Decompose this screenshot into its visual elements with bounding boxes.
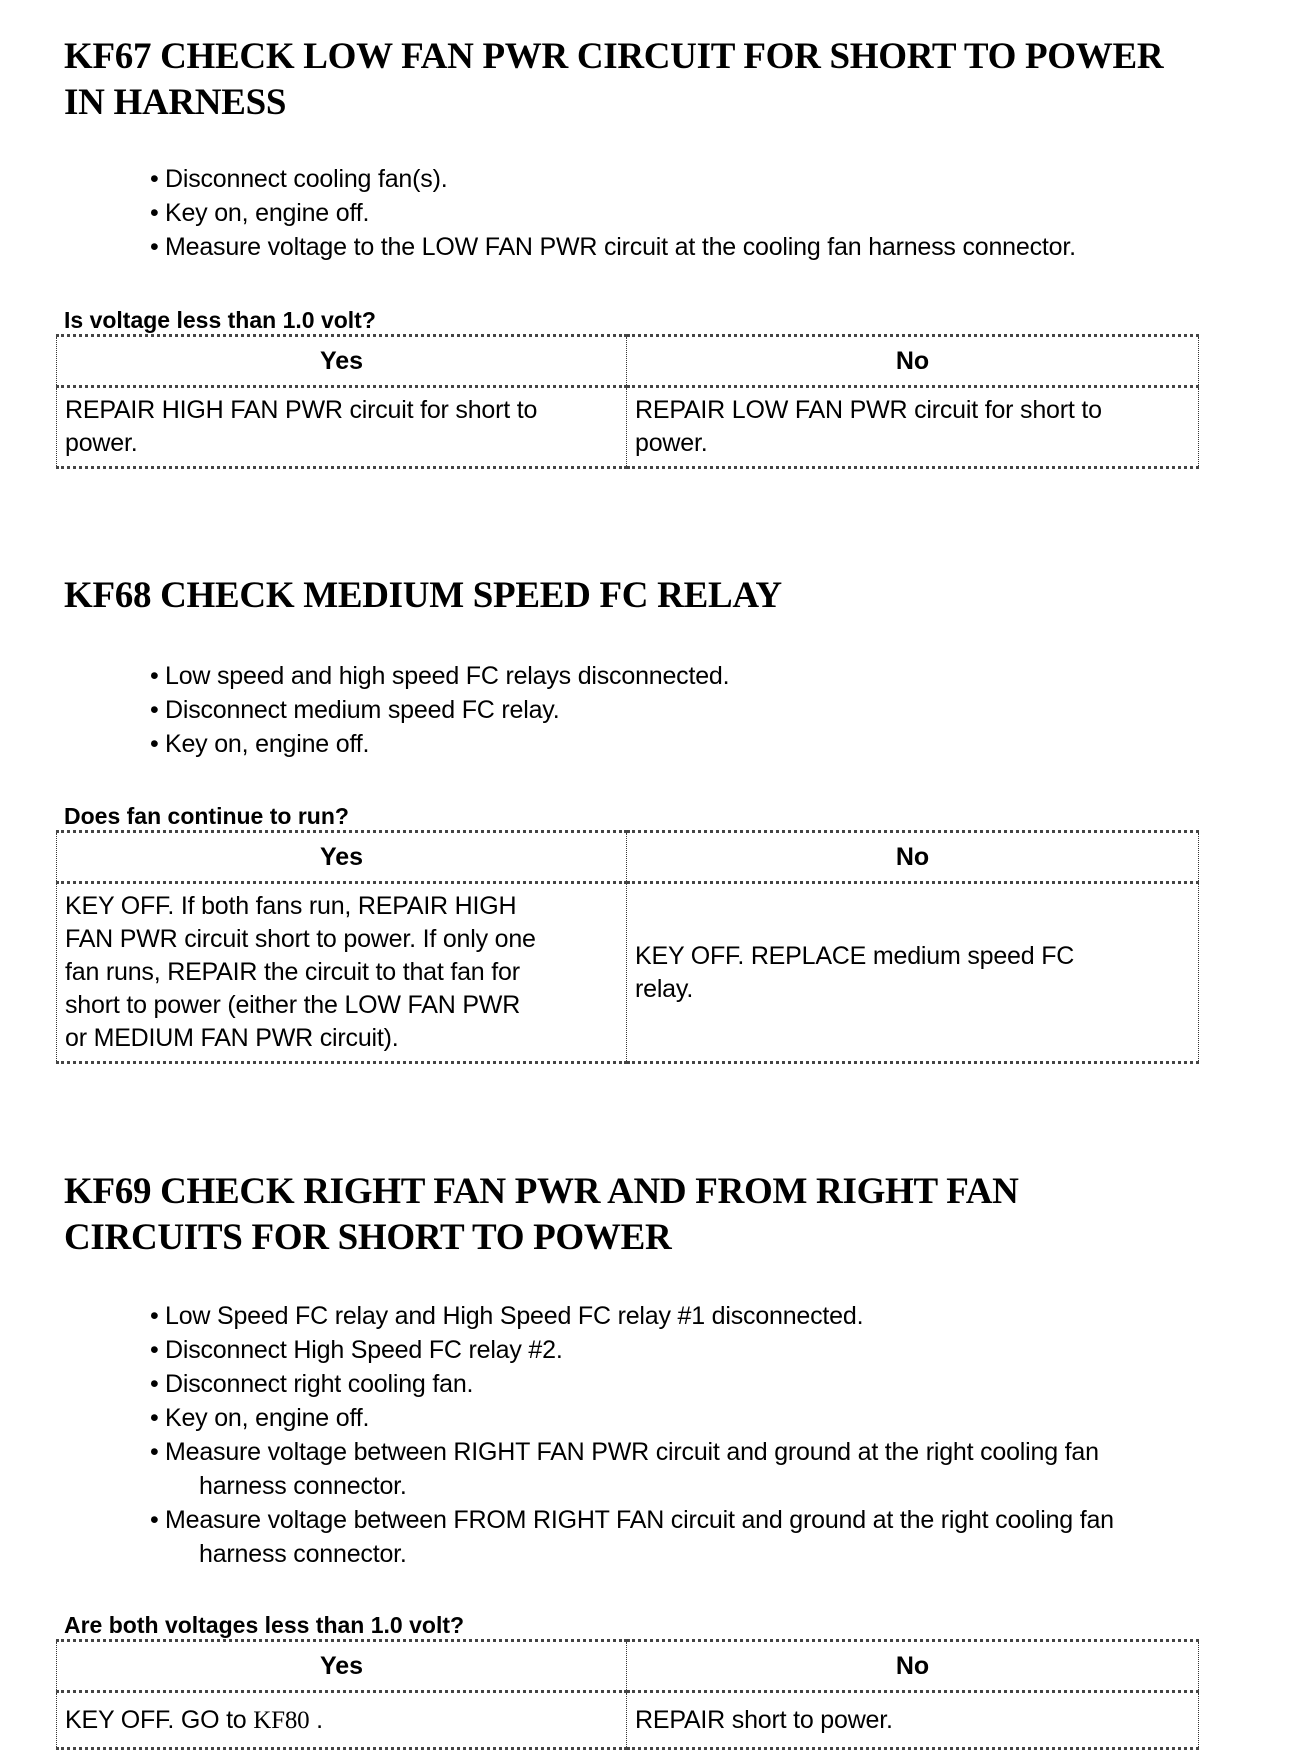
heading-line: CIRCUITS FOR SHORT TO POWER — [64, 1217, 672, 1258]
decision-table — [56, 1639, 1199, 1750]
decision-question: Does fan continue to run? — [64, 803, 349, 829]
header-yes: Yes — [57, 336, 627, 387]
section-heading — [64, 573, 1284, 619]
section-heading — [64, 34, 1284, 126]
decision-question: Is voltage less than 1.0 volt? — [64, 307, 376, 333]
bullet-icon: • — [150, 1506, 159, 1534]
list-item: • Disconnect cooling fan(s). — [150, 162, 1270, 196]
table-row — [57, 883, 1199, 1063]
header-yes: Yes — [57, 832, 627, 883]
decision-table — [56, 830, 1199, 1064]
header-no: No — [627, 832, 1199, 883]
bullet-icon: • — [150, 730, 159, 758]
table-header-row — [57, 1641, 1199, 1692]
list-item: • Key on, engine off. — [150, 196, 1270, 230]
list-item: • Measure voltage between RIGHT FAN PWR circuit and ground at the right cooling fan harness connector. — [150, 1435, 1270, 1503]
decision-question: Are both voltages less than 1.0 volt? — [64, 1612, 465, 1638]
section-heading — [64, 1169, 1284, 1261]
heading-line: KF68 CHECK MEDIUM SPEED FC RELAY — [64, 575, 782, 616]
heading-line: IN HARNESS — [64, 82, 287, 123]
list-item: • Disconnect High Speed FC relay #2. — [150, 1333, 1270, 1367]
list-item: • Disconnect medium speed FC relay. — [150, 693, 1270, 727]
bullet-icon: • — [150, 165, 159, 193]
cell-no: REPAIR LOW FAN PWR circuit for short to power. — [627, 387, 1199, 468]
bullet-icon: • — [150, 233, 159, 261]
header-no: No — [627, 336, 1199, 387]
list-item: • Measure voltage to the LOW FAN PWR circuit at the cooling fan harness connector. — [150, 230, 1270, 264]
bullet-icon: • — [150, 1404, 159, 1432]
bullet-icon: • — [150, 1336, 159, 1364]
list-item: • Disconnect right cooling fan. — [150, 1367, 1270, 1401]
instruction-list — [150, 659, 1270, 761]
cell-yes: REPAIR HIGH FAN PWR circuit for short to power. — [57, 387, 627, 468]
bullet-icon: • — [150, 662, 159, 690]
instruction-list — [150, 1299, 1270, 1571]
table-header-row — [57, 832, 1199, 883]
list-item: • Key on, engine off. — [150, 1401, 1270, 1435]
bullet-icon: • — [150, 1370, 159, 1398]
cell-yes: KEY OFF. GO to KF80 . — [57, 1692, 627, 1749]
bullet-icon: • — [150, 1438, 159, 1466]
bullet-icon: • — [150, 696, 159, 724]
kf80-link[interactable]: KF80 — [253, 1706, 310, 1734]
table-row — [57, 387, 1199, 468]
cell-yes: KEY OFF. If both fans run, REPAIR HIGH FAN PWR circuit short to power. If only one fan runs, REPAIR the circuit to that fan for short to power (either the LOW FAN PWR or MEDIUM FAN PWR circuit). — [57, 883, 627, 1063]
decision-table — [56, 334, 1199, 469]
header-no: No — [627, 1641, 1199, 1692]
list-item: • Low Speed FC relay and High Speed FC relay #1 disconnected. — [150, 1299, 1270, 1333]
table-row — [57, 1692, 1199, 1749]
list-item: • Key on, engine off. — [150, 727, 1270, 761]
heading-line: KF69 CHECK RIGHT FAN PWR AND FROM RIGHT FAN — [64, 1171, 1019, 1212]
cell-no: REPAIR short to power. — [627, 1692, 1199, 1749]
bullet-icon: • — [150, 199, 159, 227]
bullet-icon: • — [150, 1302, 159, 1330]
table-header-row — [57, 336, 1199, 387]
list-item: • Measure voltage between FROM RIGHT FAN circuit and ground at the right cooling fan harness connector. — [150, 1503, 1270, 1571]
header-yes: Yes — [57, 1641, 627, 1692]
heading-line: KF67 CHECK LOW FAN PWR CIRCUIT FOR SHORT TO POWER — [64, 36, 1164, 77]
list-item: • Low speed and high speed FC relays disconnected. — [150, 659, 1270, 693]
cell-no: KEY OFF. REPLACE medium speed FC relay. — [627, 883, 1199, 1063]
instruction-list — [150, 162, 1270, 264]
